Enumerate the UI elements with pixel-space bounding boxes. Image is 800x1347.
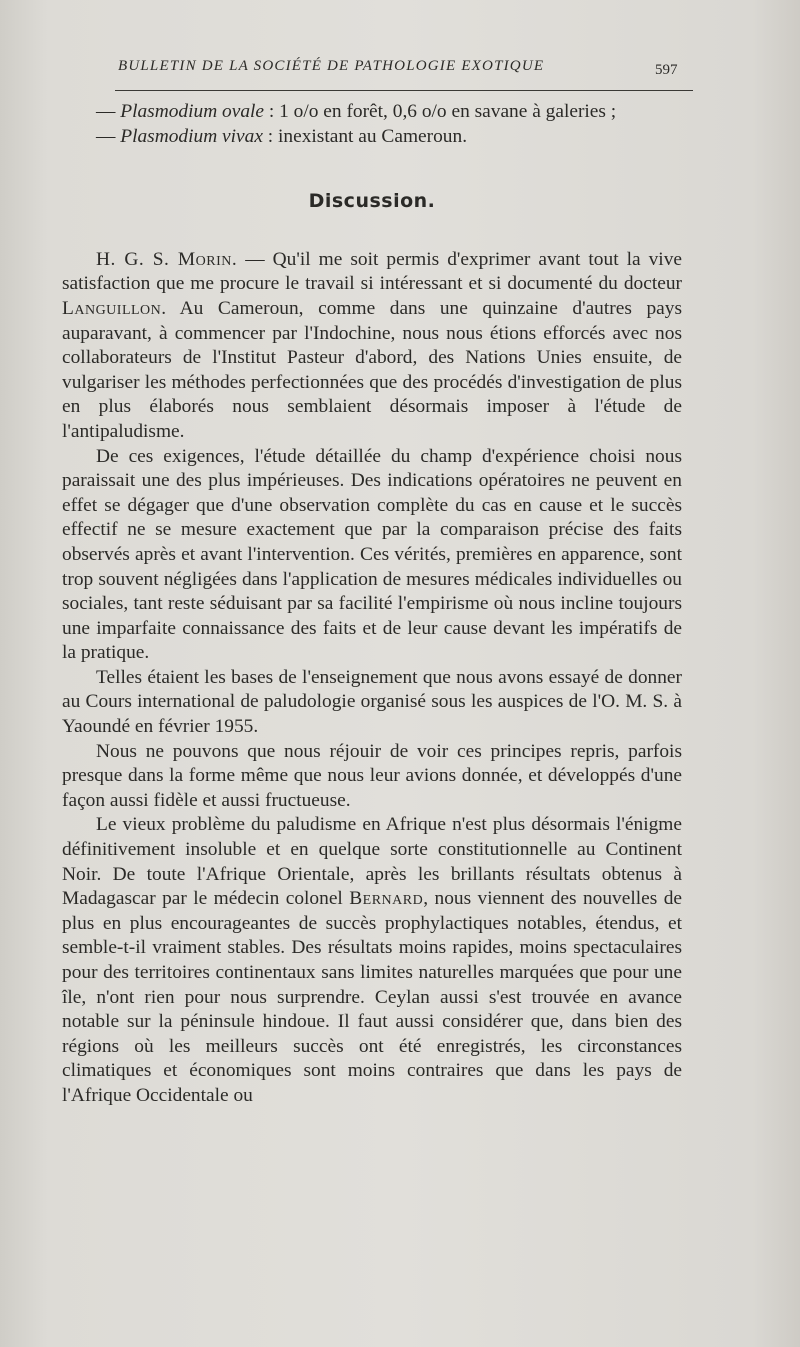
- author-name: Bernard: [349, 888, 424, 910]
- page-number: 597: [655, 62, 678, 78]
- author-name: Languillon: [62, 297, 162, 319]
- header-rule: [115, 90, 693, 91]
- species-name: Plasmodium ovale: [120, 101, 265, 122]
- species-name: Plasmodium vivax: [120, 125, 263, 147]
- paragraph: De ces exigences, l'étude détaillée du champ d'expérience choisi nous paraissait une des plus impérieuses. Des indications opératoires ne peuvent en effet se dégager que d'une observation complète du cas en cause et le succès effectif ne se mesure exactement que par la comparaison précise des faits observés après et avant l'intervention. Ces vérités, premières en apparence, sont trop souvent négligées dans l'application de mesures médicales individuelles ou sociales, tant reste séduisant par sa facilité l'empirisme où nous incline toujours une imparfaite connaissance des faits et de leur cause devant les impératifs de la pratique.: [62, 445, 682, 664]
- species-line-ovale: [62, 100, 682, 125]
- running-head: BULLETIN DE LA SOCIÉTÉ DE PATHOLOGIE EXOTIQUE: [118, 58, 545, 74]
- section-title: Discussion.: [308, 190, 436, 213]
- dash: —: [96, 125, 116, 147]
- paragraph: Nous ne pouvons que nous réjouir de voir ces principes repris, parfois presque dans la forme même que nous leur avions donnée, et développés d'une façon aussi fidèle et aussi fructueuse.: [62, 740, 682, 811]
- paragraph: [62, 248, 682, 445]
- species-text: : 1 o/o en forêt, 0,6 o/o en savane à galeries ;: [264, 101, 617, 122]
- paragraph: Telles étaient les bases de l'enseignement que nous avons essayé de donner au Cours international de paludologie organisé sous les auspices de l'O. M. S. à Yaoundé en février 1955.: [62, 666, 682, 738]
- speaker-name: H. G. S. Morin.: [96, 248, 238, 270]
- species-line-vivax: [62, 125, 682, 150]
- body-text: [62, 100, 682, 1109]
- paragraph-text: , nous viennent des nouvelles de plus en plus encourageantes de succès prophylactiques notables, étendus, et semble-t-il vraiment stables. Des résultats moins rapides, moins spectaculaires pour des territoires continentaux sans limites naturelles marquées que pour une île, n'ont rien pour nous surprendre. Ceylan aussi s'est trouvée en avance notable sur la péninsule hindoue. Il faut aussi considérer que, dans bien des régions où les meilleurs succès ont été enregistrés, les circonstances climatiques et économiques sont moins contraires que dans les pays de l'Afrique Occidentale ou: [62, 888, 682, 1106]
- paragraph-text: . Au Cameroun, comme dans une quinzaine d'autres pays auparavant, à commencer par l'Indochine, nous nous étions efforcés avec nos collaborateurs de l'Institut Pasteur d'abord, des Nations Unies ensuite, de vulgariser les méthodes perfectionnées que des procédés d'investigation de plus en plus élaborés nous semblaient désormais imposer à l'étude de l'antipaludisme.: [62, 297, 682, 442]
- dash: —: [96, 101, 116, 122]
- paragraph: [62, 813, 682, 1108]
- species-text: : inexistant au Cameroun.: [262, 125, 468, 147]
- paragraph-text: Le vieux problème du paludisme en Afrique n'est plus désormais l'énigme définitivement insoluble et en quelque sorte constitutionnelle au Continent Noir. De toute l'Afrique Orientale, après les brillants résultats obtenus à Madagascar par le médecin colonel: [62, 814, 682, 910]
- paragraph-text: — Qu'il me soit permis d'exprimer avant tout la vive satisfaction que me procure le travail si intéressant et si documenté du docteur: [62, 248, 682, 295]
